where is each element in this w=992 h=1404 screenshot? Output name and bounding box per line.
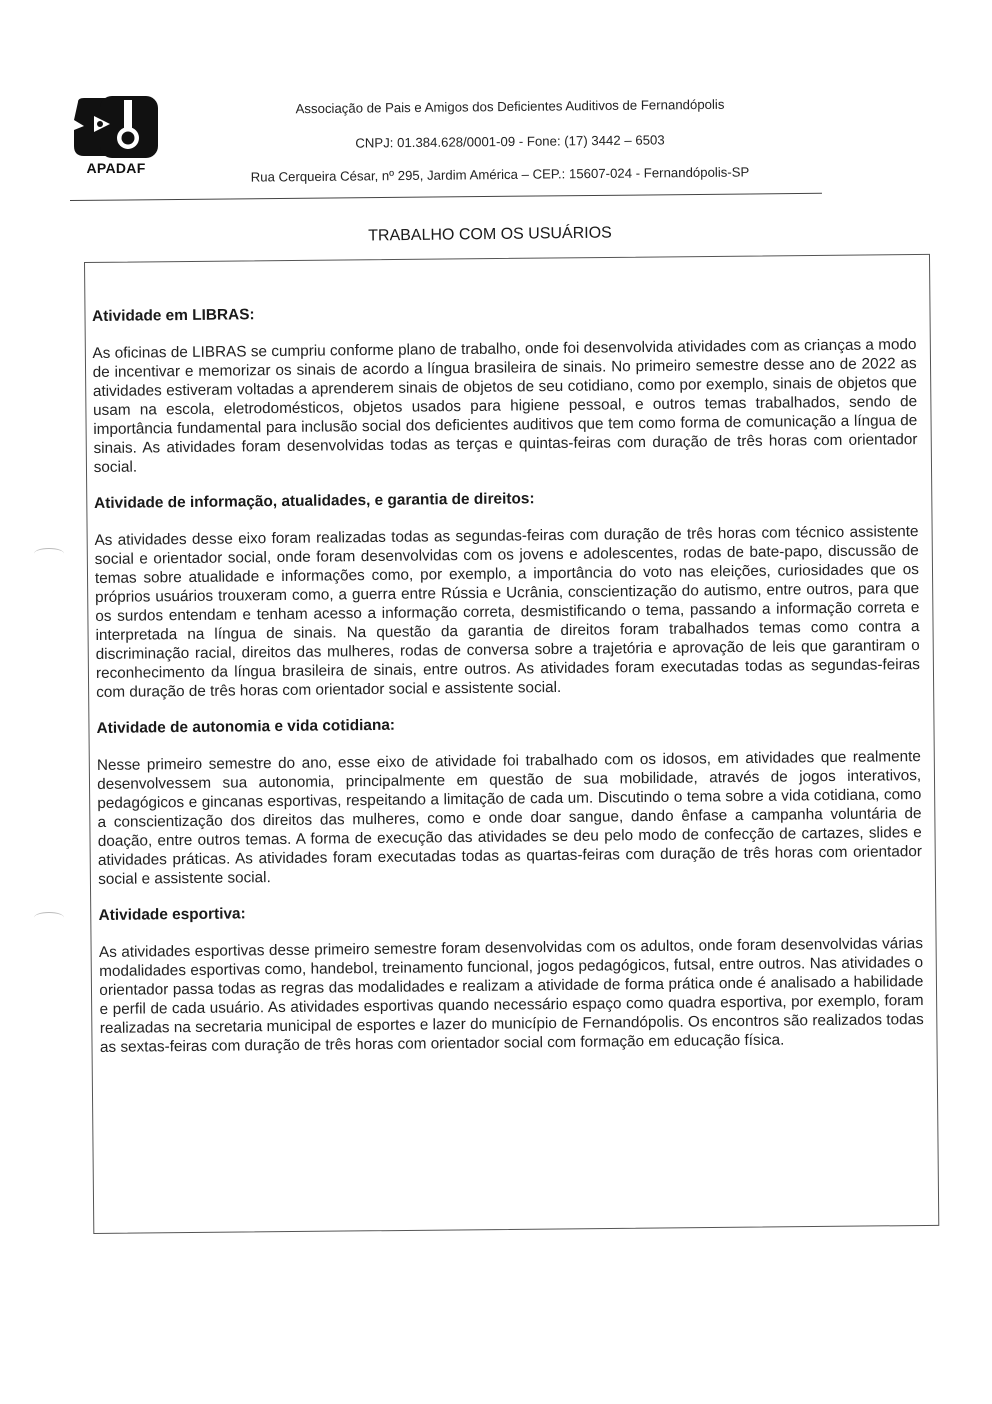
- org-contact: CNPJ: 01.384.628/0001-09 - Fone: (17) 3442 – 6503: [355, 132, 665, 151]
- section-paragraph: As atividades desse eixo foram realizadas todas as segundas-feiras com duração de três horas com técnico assistente social e orientador social, onde foram desenvolvidas com os jovens e adolescentes, rodas de bate-papo, discussão de temas sobre atualidade e informações como, por exemplo, a importância do voto nas eleições, curiosidades que os próprios usuários trouxeram como, a guerra entre Rússia e Ucrânia, conscientização do autismo, entre outros, para que os surdos entendam e tenham acesso a informação correta, desmistificando o tema, passando a informação correta e interpretada na língua de sinais. Na questão da garantia de direitos foram trabalhados temas como contra a discriminação racial, direitos das mulheres, rodas de conversa sobre a trajetória e aprovação de leis que garantiram o reconhecimento da língua brasileira de sinais, entre outros. As atividades foram executadas todas as segundas-feiras com duração de três horas com orientador social e assistente social.: [94, 523, 920, 701]
- logo-text: APADAF: [86, 160, 146, 176]
- section-title: Atividade de autonomia e vida cotidiana:: [96, 716, 396, 737]
- section-paragraph: Nesse primeiro semestre do ano, esse eixo de atividade foi trabalhado com os idosos, em atividades que realmente desenvolvessem sua autonomia, principalmente em questão de sua mobilidade, através de jogos interativos, pedagógicos e gincanas esportivas, respeitando a limitação de cada um. Discutindo o tema sobre a vida cotidiana, como a conscientização dos direitos das mulheres, como e onde doar sangue, dando ênfase a campanha voluntária de doação, entre outros temas. A forma de execução das atividades se deu pelo modo de confecção de cartazes, slides e atividades práticas. As atividades foram executadas todas as quartas-feiras com duração de três horas com orientador social e assistente social.: [96, 748, 923, 888]
- section-title: Atividade de informação, atualidades, e garantia de direitos:: [94, 490, 535, 512]
- section-informacao: [94, 486, 920, 702]
- hand-ear-logo-icon: [70, 96, 162, 158]
- section-title: Atividade esportiva:: [98, 905, 246, 924]
- section-autonomia: [96, 711, 922, 889]
- punch-hole-mark: [34, 548, 64, 559]
- section-paragraph: As atividades esportivas desse primeiro semestre foram desenvolvidas com os adultos, onde foram desenvolvidas várias modalidades esportivas como, handebol, treinamento funcional, jogos pedagógicos, futsal, entre outros. Nas atividades o orientador passa todas as regras das modalidades e realizam a atividade de forma prática onde é analisado a habilidade e perfil de cada usuário. As atividades esportivas quando necessário espaço como quadra esportiva, por exemplo, foram realizadas na secretaria municipal de esportes e lazer do município de Fernandópolis. Os encontros são realizados todas as sextas-feiras com duração de três horas com orientador social com formação em educação física.: [98, 935, 924, 1056]
- section-title: Atividade em LIBRAS:: [92, 306, 255, 325]
- section-libras: [92, 299, 918, 477]
- document-body: [92, 299, 924, 1075]
- document-title: TRABALHO COM OS USUÁRIOS: [368, 224, 612, 245]
- header-divider: [70, 193, 822, 201]
- apadaf-logo: [70, 96, 166, 178]
- org-name: Associação de Pais e Amigos dos Deficientes Auditivos de Fernandópolis: [295, 96, 725, 117]
- org-address: Rua Cerqueira César, nº 295, Jardim América – CEP.: 15607-024 - Fernandópolis-SP: [250, 164, 750, 185]
- section-paragraph: As oficinas de LIBRAS se cumpriu conforme plano de trabalho, onde foi desenvolvida atividades com as crianças a modo de incentivar e memorizar os sinais de acordo a língua brasileira de sinais. No primeiro semestre desse ano de 2022 as atividades estiveram voltadas a aprenderem sinais de objetos de seu cotidiano, como por exemplo, sinais de objetos que usam na escola, eletrodomésticos, objetos usados para higiene pessoal, e outros temas trabalhados, sendo de importância fundamental para inclusão social dos deficientes auditivos que tem como forma de comunicação a língua de sinais. As atividades foram desenvolvidas todas as terças e quintas-feiras com duração de três horas com orientador social.: [92, 336, 918, 476]
- punch-hole-mark: [34, 912, 64, 923]
- section-esportiva: [98, 898, 924, 1057]
